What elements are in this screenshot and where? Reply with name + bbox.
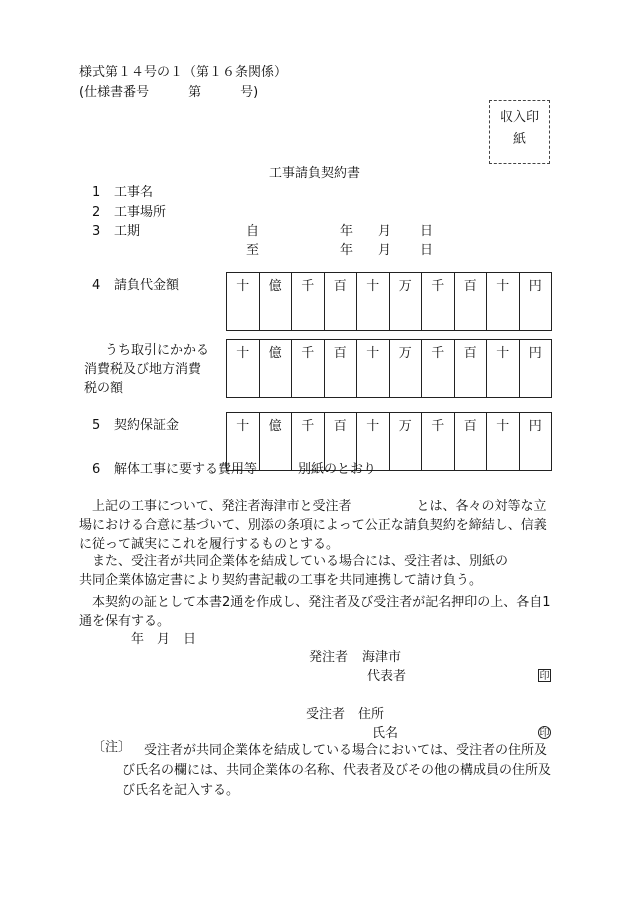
digit-entry-row — [227, 301, 552, 331]
period-to-day: 日 — [420, 243, 434, 258]
digit-header: 千 — [422, 273, 455, 301]
orderer-rep-label: 代表者 — [367, 669, 407, 684]
digit-cell[interactable] — [259, 368, 292, 398]
digit-header-row — [227, 273, 552, 301]
note-text: 受注者が共同企業体を結成している場合においては、受注者の住所及び氏名の欄には、共同企業体の名称、代表者及びその他の構成員の住所及び氏名を記入する。 — [122, 743, 552, 798]
tax-label-line1: うち取引にかかる — [105, 343, 210, 358]
period-to: 至 — [246, 243, 260, 258]
digit-header: 十 — [487, 413, 520, 441]
digit-cell[interactable] — [324, 368, 357, 398]
digit-header: 十 — [357, 340, 390, 368]
body-paragraph-3: 本契約の証として本書2通を作成し、発注者及び受注者が記名押印の上、各自1通を保有する。 — [79, 595, 551, 629]
period-from-month: 月 — [378, 224, 392, 239]
digit-cell[interactable] — [292, 368, 325, 398]
tax-label-line2: 消費税及び地方消費 — [84, 362, 202, 377]
digit-header: 万 — [389, 273, 422, 301]
digit-header: 円 — [519, 340, 552, 368]
period-from-year: 年 — [340, 224, 354, 239]
digit-header: 円 — [519, 273, 552, 301]
spec-number: (仕様書番号 第 号) — [79, 85, 259, 100]
digit-cell[interactable] — [487, 441, 520, 471]
item6-value: 別紙のとおり — [298, 462, 377, 477]
digit-cell[interactable] — [389, 301, 422, 331]
digit-header: 円 — [519, 413, 552, 441]
digit-cell[interactable] — [454, 301, 487, 331]
note-label: 〔注〕 — [92, 740, 132, 755]
digit-header: 千 — [292, 340, 325, 368]
contractor-label: 受注者 — [306, 707, 346, 722]
body-paragraph-1: 上記の工事について、発注者海津市と受注者 とは、各々の対等な立場における合意に基づいて、別添の条項によって公正な請負契約を締結し、信義に従って誠実にこれを履行するものとする。 — [79, 499, 547, 552]
digit-cell[interactable] — [519, 368, 552, 398]
item5-number: 5 — [92, 418, 101, 433]
digit-cell[interactable] — [389, 368, 422, 398]
item1-label: 工事名 — [114, 185, 154, 200]
item6-number: 6 — [92, 462, 101, 477]
item5-label: 契約保証金 — [114, 418, 180, 433]
digit-cell[interactable] — [487, 368, 520, 398]
tax-label-line3: 税の額 — [84, 381, 124, 396]
digit-entry-row — [227, 368, 552, 398]
digit-cell[interactable] — [259, 441, 292, 471]
digit-header: 億 — [259, 340, 292, 368]
digit-cell[interactable] — [422, 301, 455, 331]
digit-header: 百 — [324, 273, 357, 301]
item6-label: 解体工事に要する費用等 — [114, 462, 258, 477]
digit-header-row — [227, 340, 552, 368]
period-from: 自 — [246, 224, 260, 239]
stamp-label-line1: 収入印 — [499, 110, 539, 125]
document-title: 工事請負契約書 — [269, 166, 361, 181]
contractor-address-label: 住所 — [358, 707, 385, 722]
body-paragraph-2-line2: 共同企業体協定書により契約書記載の工事を共同連携して請け負う。 — [79, 573, 483, 588]
item4-label: 請負代金額 — [114, 278, 180, 293]
digit-cell[interactable] — [454, 368, 487, 398]
contractor-seal-mark: 印 — [539, 728, 550, 739]
body-paragraph-2-line1: また、受注者が共同企業体を結成している場合には、受注者は、別紙の — [92, 554, 509, 569]
digit-cell[interactable] — [227, 301, 260, 331]
digit-header-row — [227, 413, 552, 441]
digit-header: 百 — [324, 340, 357, 368]
digit-header: 百 — [454, 340, 487, 368]
digit-cell[interactable] — [227, 368, 260, 398]
digit-header: 百 — [454, 273, 487, 301]
digit-cell[interactable] — [324, 301, 357, 331]
contract-date: 年 月 日 — [131, 632, 197, 647]
digit-cell[interactable] — [519, 301, 552, 331]
digit-cell[interactable] — [259, 301, 292, 331]
digit-header: 万 — [389, 413, 422, 441]
digit-header: 億 — [259, 273, 292, 301]
digit-header: 十 — [227, 273, 260, 301]
digit-cell[interactable] — [357, 301, 390, 331]
guarantee-amount-grid — [226, 412, 552, 471]
digit-cell[interactable] — [422, 368, 455, 398]
digit-cell[interactable] — [487, 301, 520, 331]
digit-cell[interactable] — [292, 301, 325, 331]
stamp-label-line2: 紙 — [512, 132, 526, 147]
period-to-year: 年 — [340, 243, 354, 258]
digit-header: 千 — [292, 413, 325, 441]
digit-cell[interactable] — [519, 441, 552, 471]
digit-header: 千 — [422, 413, 455, 441]
digit-header: 千 — [422, 340, 455, 368]
digit-header: 百 — [324, 413, 357, 441]
digit-header: 万 — [389, 340, 422, 368]
item2-label: 工事場所 — [114, 205, 167, 220]
digit-header: 千 — [292, 273, 325, 301]
item2-number: 2 — [92, 205, 101, 220]
orderer-label: 発注者 — [309, 650, 349, 665]
digit-header: 十 — [357, 413, 390, 441]
digit-header: 十 — [487, 273, 520, 301]
orderer-seal-mark: 印 — [539, 671, 550, 682]
digit-header: 十 — [357, 273, 390, 301]
revenue-stamp-box — [489, 100, 550, 164]
period-from-day: 日 — [420, 224, 434, 239]
digit-header: 十 — [487, 340, 520, 368]
contract-amount-grid — [226, 272, 552, 331]
digit-header: 十 — [227, 340, 260, 368]
item1-number: 1 — [92, 185, 101, 200]
digit-cell[interactable] — [422, 441, 455, 471]
digit-cell[interactable] — [454, 441, 487, 471]
period-to-month: 月 — [378, 243, 392, 258]
digit-cell[interactable] — [389, 441, 422, 471]
digit-cell[interactable] — [357, 368, 390, 398]
form-number: 様式第１４号の１（第１６条関係） — [79, 65, 288, 80]
digit-header: 百 — [454, 413, 487, 441]
digit-header: 十 — [227, 413, 260, 441]
item3-label: 工期 — [114, 224, 141, 239]
digit-header: 億 — [259, 413, 292, 441]
tax-amount-grid — [226, 339, 552, 398]
digit-entry-row — [227, 441, 552, 471]
contractor-name-label: 氏名 — [372, 726, 399, 741]
item4-number: 4 — [92, 278, 101, 293]
orderer-name: 海津市 — [362, 650, 402, 665]
item3-number: 3 — [92, 224, 101, 239]
